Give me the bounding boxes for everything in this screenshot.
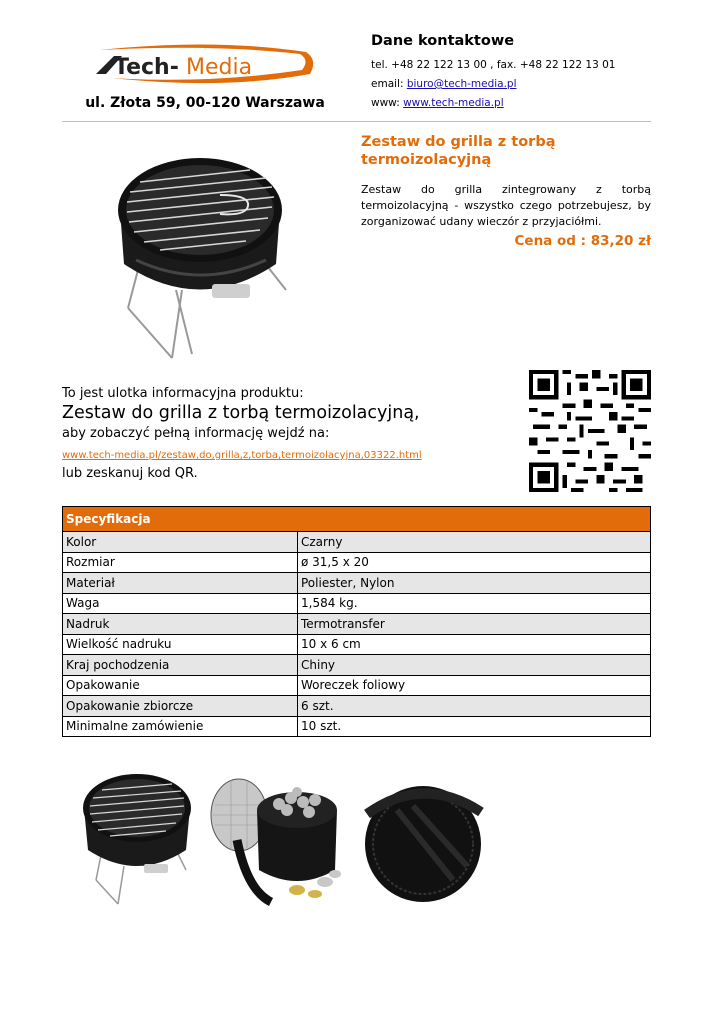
- svg-text:Tech-: Tech-: [114, 55, 179, 80]
- spec-value: Woreczek foliowy: [298, 675, 651, 696]
- qr-code[interactable]: [529, 370, 651, 492]
- spec-value: 1,584 kg.: [298, 593, 651, 614]
- spec-heading: Specyfikacja: [63, 507, 651, 532]
- email-link[interactable]: biuro@tech-media.pl: [406, 78, 517, 90]
- email-line: [371, 78, 671, 90]
- spec-key: Kraj pochodzenia: [63, 655, 298, 676]
- flyer-see-more: aby zobaczyć pełną informację wejdź na:: [62, 426, 330, 441]
- spec-value: ø 31,5 x 20: [298, 552, 651, 573]
- table-row: [63, 675, 651, 696]
- email-label: email:: [371, 78, 407, 90]
- table-row: [63, 696, 651, 717]
- spec-value: Termotransfer: [298, 614, 651, 635]
- spec-value: Poliester, Nylon: [298, 573, 651, 594]
- table-row: [63, 614, 651, 635]
- table-row: [63, 552, 651, 573]
- spec-key: Kolor: [63, 532, 298, 553]
- table-row: [63, 532, 651, 553]
- table-row: [63, 634, 651, 655]
- header-divider: [62, 121, 651, 122]
- table-row: [63, 573, 651, 594]
- product-url-link[interactable]: www.tech-media.pl/zestaw,do,grilla,z,torba,termoizolacyjna,03322.html: [62, 450, 422, 461]
- spec-key: Wielkość nadruku: [63, 634, 298, 655]
- spec-key: Opakowanie zbiorcze: [63, 696, 298, 717]
- svg-text:Media: Media: [186, 55, 253, 80]
- table-row: [63, 593, 651, 614]
- grill-thumbnail: [72, 770, 202, 910]
- specification-table: [62, 506, 651, 737]
- phone-fax-line: tel. +48 22 122 13 00 , fax. +48 22 122 13 01: [371, 59, 616, 71]
- spec-value: Czarny: [298, 532, 651, 553]
- cooler-bag-thumbnail: [207, 770, 353, 910]
- flyer-info: [62, 386, 512, 481]
- carry-bag-thumbnail: [357, 770, 489, 910]
- www-label: www:: [371, 97, 404, 109]
- table-row: [63, 716, 651, 737]
- www-link[interactable]: www.tech-media.pl: [403, 97, 504, 109]
- spec-key: Materiał: [63, 573, 298, 594]
- product-title: Zestaw do grilla z torbą termoizolacyjną: [361, 134, 556, 168]
- flyer-intro: To jest ulotka informacyjna produktu:: [62, 386, 304, 401]
- spec-value: 10 szt.: [298, 716, 651, 737]
- spec-value: 6 szt.: [298, 696, 651, 717]
- spec-key: Opakowanie: [63, 675, 298, 696]
- tech-media-logo: [92, 44, 318, 86]
- company-address: ul. Złota 59, 00-120 Warszawa: [85, 95, 325, 111]
- contact-block: [371, 33, 671, 116]
- contact-heading: Dane kontaktowe: [371, 33, 515, 49]
- product-price: Cena od : 83,20 zł: [514, 233, 651, 249]
- grill-product-image: [100, 140, 300, 365]
- www-line: [371, 97, 671, 109]
- flyer-scan-text: lub zeskanuj kod QR.: [62, 466, 198, 481]
- spec-key: Minimalne zamówienie: [63, 716, 298, 737]
- spec-value: Chiny: [298, 655, 651, 676]
- spec-value: 10 x 6 cm: [298, 634, 651, 655]
- spec-key: Nadruk: [63, 614, 298, 635]
- spec-key: Rozmiar: [63, 552, 298, 573]
- product-description: Zestaw do grilla zintegrowany z torbą termoizolacyjną - wszystko czego potrzebujesz, by zorganizować udany wieczór z przyjaciółmi.: [361, 183, 651, 228]
- flyer-product-name: Zestaw do grilla z torbą termoizolacyjną,: [62, 403, 420, 423]
- table-row: [63, 655, 651, 676]
- spec-key: Waga: [63, 593, 298, 614]
